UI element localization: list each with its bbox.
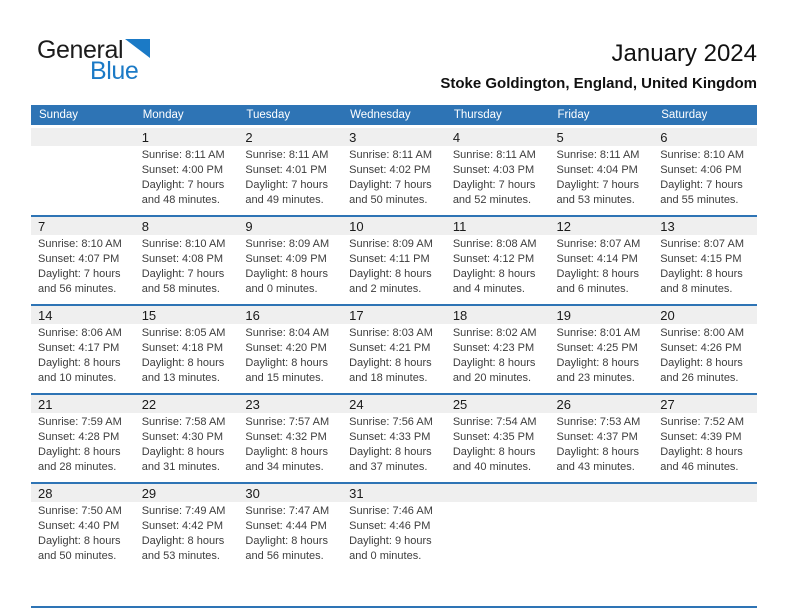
weekday-header-wednesday: Wednesday <box>350 109 411 121</box>
daylight-text: Daylight: 7 hours and 55 minutes. <box>660 179 743 206</box>
sunrise-text: Sunrise: 8:11 AM <box>245 149 329 161</box>
day-number-empty <box>31 128 135 146</box>
day-cell-25 <box>446 395 550 482</box>
week-row <box>31 215 757 304</box>
day-details <box>653 413 757 482</box>
day-details <box>135 146 239 215</box>
sunset-text: Sunset: 4:14 PM <box>556 253 638 265</box>
sunset-text: Sunset: 4:04 PM <box>556 164 638 176</box>
sunset-text: Sunset: 4:03 PM <box>452 164 535 176</box>
daylight-text: Daylight: 8 hours and 18 minutes. <box>349 357 432 384</box>
daylight-text: Daylight: 8 hours and 37 minutes. <box>349 446 432 473</box>
sunset-text: Sunset: 4:12 PM <box>452 253 535 265</box>
day-number: 22 <box>135 395 239 413</box>
day-cell-19 <box>550 306 654 393</box>
daylight-text: Daylight: 8 hours and 43 minutes. <box>556 446 640 473</box>
daylight-text: Daylight: 8 hours and 56 minutes. <box>245 535 328 562</box>
daylight-text: Daylight: 8 hours and 40 minutes. <box>452 446 536 473</box>
weekday-header-saturday: Saturday <box>661 109 708 121</box>
daylight-text: Daylight: 8 hours and 50 minutes. <box>38 535 121 562</box>
day-details <box>653 235 757 304</box>
day-cell-4 <box>446 128 550 215</box>
sunrise-text: Sunrise: 8:09 AM <box>245 238 330 250</box>
day-cell-22 <box>135 395 239 482</box>
day-number: 4 <box>446 128 550 146</box>
day-cell-15 <box>135 306 239 393</box>
logo-text-general: General <box>37 36 124 64</box>
day-details <box>342 413 446 482</box>
day-number: 1 <box>135 128 239 146</box>
sunrise-text: Sunrise: 7:52 AM <box>660 416 744 428</box>
day-cell-26 <box>550 395 654 482</box>
sunrise-text: Sunrise: 8:10 AM <box>38 238 122 250</box>
month-title: January 2024 <box>611 40 757 67</box>
day-number: 18 <box>446 306 550 324</box>
day-cell-10 <box>342 217 446 304</box>
day-number: 31 <box>342 484 446 502</box>
sunset-text: Sunset: 4:25 PM <box>556 342 638 354</box>
day-cell-14 <box>31 306 135 393</box>
day-cell-empty <box>653 484 757 571</box>
day-details <box>342 235 446 304</box>
day-details <box>446 146 550 215</box>
day-details <box>238 235 342 304</box>
weekday-header-friday: Friday <box>557 109 590 121</box>
daylight-text: Daylight: 8 hours and 15 minutes. <box>245 357 328 384</box>
day-details <box>135 235 239 304</box>
sunset-text: Sunset: 4:23 PM <box>452 342 535 354</box>
day-number: 29 <box>135 484 239 502</box>
sunrise-text: Sunrise: 8:08 AM <box>452 238 537 250</box>
sunset-text: Sunset: 4:06 PM <box>660 164 742 176</box>
day-cell-empty <box>31 128 135 215</box>
day-number: 24 <box>342 395 446 413</box>
daylight-text: Daylight: 7 hours and 56 minutes. <box>38 268 121 295</box>
day-details <box>31 146 135 215</box>
day-number: 6 <box>653 128 757 146</box>
daylight-text: Daylight: 7 hours and 50 minutes. <box>349 179 432 206</box>
day-details <box>550 413 654 482</box>
logo-text-blue: Blue <box>90 57 139 85</box>
day-cell-30 <box>238 484 342 571</box>
weekday-header-sunday: Sunday <box>39 109 79 121</box>
daylight-text: Daylight: 8 hours and 2 minutes. <box>349 268 432 295</box>
day-number: 25 <box>446 395 550 413</box>
day-details <box>135 413 239 482</box>
weekday-header-monday: Monday <box>142 109 184 121</box>
sunset-text: Sunset: 4:17 PM <box>38 342 120 354</box>
day-number: 12 <box>550 217 654 235</box>
day-details <box>135 502 239 571</box>
day-details <box>31 324 135 393</box>
sunrise-text: Sunrise: 8:11 AM <box>452 149 536 161</box>
weekday-header-thursday: Thursday <box>453 109 502 121</box>
day-number: 11 <box>446 217 550 235</box>
day-number: 2 <box>238 128 342 146</box>
day-cell-3 <box>342 128 446 215</box>
day-number: 15 <box>135 306 239 324</box>
day-number: 17 <box>342 306 446 324</box>
sunset-text: Sunset: 4:28 PM <box>38 431 120 443</box>
sunset-text: Sunset: 4:18 PM <box>141 342 224 354</box>
sunset-text: Sunset: 4:20 PM <box>245 342 327 354</box>
sunrise-text: Sunrise: 7:50 AM <box>38 505 122 517</box>
sunset-text: Sunset: 4:44 PM <box>245 520 327 532</box>
sunrise-text: Sunrise: 7:47 AM <box>245 505 330 517</box>
sunrise-text: Sunrise: 7:49 AM <box>141 505 226 517</box>
logo-triangle-icon <box>125 39 150 58</box>
day-number: 27 <box>653 395 757 413</box>
day-details <box>135 324 239 393</box>
day-details <box>238 413 342 482</box>
daylight-text: Daylight: 9 hours and 0 minutes. <box>349 535 432 562</box>
sunset-text: Sunset: 4:08 PM <box>141 253 224 265</box>
sunset-text: Sunset: 4:40 PM <box>38 520 120 532</box>
day-cell-empty <box>446 484 550 571</box>
sunrise-text: Sunrise: 8:09 AM <box>349 238 433 250</box>
day-cell-1 <box>135 128 239 215</box>
day-details <box>446 502 550 571</box>
bottom-rule <box>31 606 757 608</box>
daylight-text: Daylight: 7 hours and 48 minutes. <box>141 179 225 206</box>
sunrise-text: Sunrise: 8:03 AM <box>349 327 433 339</box>
day-number: 28 <box>31 484 135 502</box>
daylight-text: Daylight: 8 hours and 23 minutes. <box>556 357 640 384</box>
day-number: 19 <box>550 306 654 324</box>
sunrise-text: Sunrise: 7:57 AM <box>245 416 330 428</box>
sunset-text: Sunset: 4:02 PM <box>349 164 431 176</box>
day-number: 9 <box>238 217 342 235</box>
week-row <box>31 482 757 571</box>
day-details <box>550 146 654 215</box>
sunset-text: Sunset: 4:30 PM <box>141 431 224 443</box>
day-cell-28 <box>31 484 135 571</box>
sunrise-text: Sunrise: 7:59 AM <box>38 416 122 428</box>
day-details <box>342 502 446 571</box>
day-cell-23 <box>238 395 342 482</box>
day-cell-31 <box>342 484 446 571</box>
sunrise-text: Sunrise: 8:06 AM <box>38 327 122 339</box>
general-blue-logo <box>37 38 150 84</box>
day-cell-27 <box>653 395 757 482</box>
sunset-text: Sunset: 4:26 PM <box>660 342 742 354</box>
day-number: 30 <box>238 484 342 502</box>
day-details <box>653 502 757 571</box>
sunset-text: Sunset: 4:32 PM <box>245 431 327 443</box>
daylight-text: Daylight: 8 hours and 53 minutes. <box>141 535 225 562</box>
day-cell-12 <box>550 217 654 304</box>
sunset-text: Sunset: 4:01 PM <box>245 164 327 176</box>
sunrise-text: Sunrise: 8:11 AM <box>556 149 640 161</box>
daylight-text: Daylight: 7 hours and 52 minutes. <box>452 179 536 206</box>
daylight-text: Daylight: 8 hours and 31 minutes. <box>141 446 225 473</box>
day-cell-18 <box>446 306 550 393</box>
daylight-text: Daylight: 8 hours and 4 minutes. <box>452 268 536 295</box>
sunrise-text: Sunrise: 8:07 AM <box>660 238 744 250</box>
sunrise-text: Sunrise: 8:07 AM <box>556 238 641 250</box>
weekday-header-row <box>31 105 757 125</box>
day-number-empty <box>446 484 550 502</box>
sunrise-text: Sunrise: 8:01 AM <box>556 327 641 339</box>
day-cell-8 <box>135 217 239 304</box>
daylight-text: Daylight: 8 hours and 46 minutes. <box>660 446 743 473</box>
day-cell-16 <box>238 306 342 393</box>
sunset-text: Sunset: 4:15 PM <box>660 253 742 265</box>
sunrise-text: Sunrise: 8:05 AM <box>141 327 226 339</box>
daylight-text: Daylight: 8 hours and 0 minutes. <box>245 268 328 295</box>
day-cell-29 <box>135 484 239 571</box>
sunrise-text: Sunrise: 8:02 AM <box>452 327 537 339</box>
day-details <box>550 324 654 393</box>
day-details <box>238 502 342 571</box>
daylight-text: Daylight: 8 hours and 34 minutes. <box>245 446 328 473</box>
daylight-text: Daylight: 7 hours and 58 minutes. <box>141 268 225 295</box>
day-cell-13 <box>653 217 757 304</box>
day-cell-11 <box>446 217 550 304</box>
day-details <box>653 324 757 393</box>
day-number: 8 <box>135 217 239 235</box>
day-details <box>446 324 550 393</box>
daylight-text: Daylight: 7 hours and 49 minutes. <box>245 179 328 206</box>
sunset-text: Sunset: 4:46 PM <box>349 520 431 532</box>
daylight-text: Daylight: 8 hours and 6 minutes. <box>556 268 640 295</box>
calendar-table <box>31 105 757 571</box>
daylight-text: Daylight: 8 hours and 26 minutes. <box>660 357 743 384</box>
day-details <box>550 235 654 304</box>
day-cell-2 <box>238 128 342 215</box>
day-number-empty <box>550 484 654 502</box>
sunrise-text: Sunrise: 7:56 AM <box>349 416 433 428</box>
sunset-text: Sunset: 4:11 PM <box>349 253 430 265</box>
day-cell-6 <box>653 128 757 215</box>
sunrise-text: Sunrise: 8:00 AM <box>660 327 744 339</box>
title-block <box>440 40 757 92</box>
sunset-text: Sunset: 4:09 PM <box>245 253 327 265</box>
sunrise-text: Sunrise: 7:54 AM <box>452 416 537 428</box>
day-number: 23 <box>238 395 342 413</box>
day-details <box>342 146 446 215</box>
daylight-text: Daylight: 8 hours and 20 minutes. <box>452 357 536 384</box>
sunrise-text: Sunrise: 8:11 AM <box>141 149 225 161</box>
day-number: 16 <box>238 306 342 324</box>
day-cell-empty <box>550 484 654 571</box>
sunset-text: Sunset: 4:21 PM <box>349 342 431 354</box>
day-number: 26 <box>550 395 654 413</box>
daylight-text: Daylight: 8 hours and 8 minutes. <box>660 268 743 295</box>
daylight-text: Daylight: 8 hours and 28 minutes. <box>38 446 121 473</box>
sunset-text: Sunset: 4:39 PM <box>660 431 742 443</box>
day-number: 10 <box>342 217 446 235</box>
day-number-empty <box>653 484 757 502</box>
day-cell-17 <box>342 306 446 393</box>
location-subtitle: Stoke Goldington, England, United Kingdom <box>440 75 757 92</box>
day-number: 21 <box>31 395 135 413</box>
week-row <box>31 304 757 393</box>
sunrise-text: Sunrise: 7:58 AM <box>141 416 226 428</box>
calendar-grid <box>31 128 757 571</box>
day-details <box>446 413 550 482</box>
day-details <box>31 413 135 482</box>
sunrise-text: Sunrise: 8:11 AM <box>349 149 433 161</box>
day-details <box>342 324 446 393</box>
day-cell-21 <box>31 395 135 482</box>
day-details <box>31 235 135 304</box>
daylight-text: Daylight: 8 hours and 13 minutes. <box>141 357 225 384</box>
day-cell-24 <box>342 395 446 482</box>
day-number: 13 <box>653 217 757 235</box>
day-cell-9 <box>238 217 342 304</box>
day-cell-5 <box>550 128 654 215</box>
sunset-text: Sunset: 4:33 PM <box>349 431 431 443</box>
day-details <box>238 146 342 215</box>
day-number: 14 <box>31 306 135 324</box>
sunrise-text: Sunrise: 7:53 AM <box>556 416 641 428</box>
sunrise-text: Sunrise: 8:04 AM <box>245 327 330 339</box>
sunset-text: Sunset: 4:37 PM <box>556 431 638 443</box>
day-details <box>653 146 757 215</box>
day-number: 20 <box>653 306 757 324</box>
day-details <box>446 235 550 304</box>
day-details <box>238 324 342 393</box>
sunset-text: Sunset: 4:42 PM <box>141 520 224 532</box>
day-details <box>31 502 135 571</box>
day-number: 3 <box>342 128 446 146</box>
day-cell-20 <box>653 306 757 393</box>
sunset-text: Sunset: 4:00 PM <box>141 164 224 176</box>
weekday-header-tuesday: Tuesday <box>246 109 291 121</box>
day-cell-7 <box>31 217 135 304</box>
daylight-text: Daylight: 7 hours and 53 minutes. <box>556 179 640 206</box>
daylight-text: Daylight: 8 hours and 10 minutes. <box>38 357 121 384</box>
week-row <box>31 393 757 482</box>
day-number: 7 <box>31 217 135 235</box>
sunset-text: Sunset: 4:07 PM <box>38 253 120 265</box>
sunrise-text: Sunrise: 8:10 AM <box>660 149 744 161</box>
sunrise-text: Sunrise: 7:46 AM <box>349 505 433 517</box>
sunset-text: Sunset: 4:35 PM <box>452 431 535 443</box>
week-row <box>31 128 757 215</box>
day-number: 5 <box>550 128 654 146</box>
sunrise-text: Sunrise: 8:10 AM <box>141 238 226 250</box>
day-details <box>550 502 654 571</box>
